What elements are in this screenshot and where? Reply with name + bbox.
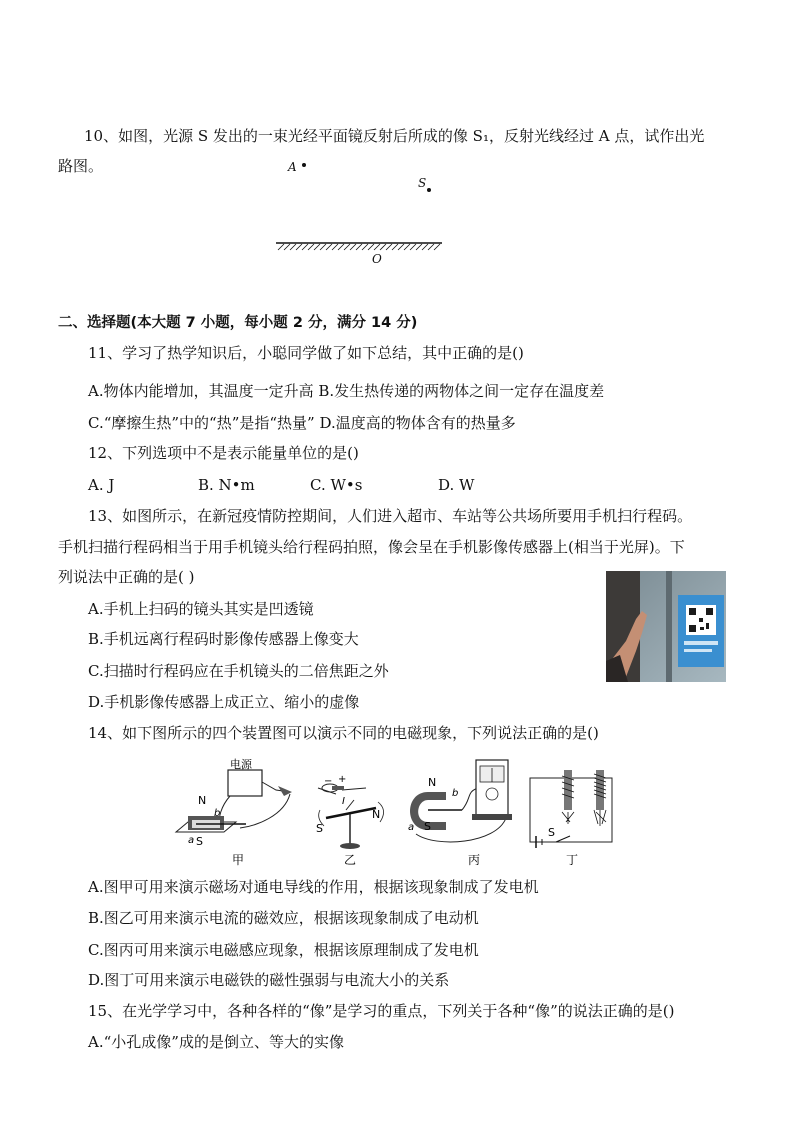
ding-caption: 丁 bbox=[566, 853, 579, 867]
yi-s-label: S bbox=[316, 822, 323, 835]
bing-caption: 丙 bbox=[468, 853, 481, 867]
yi-caption: 乙 bbox=[344, 853, 357, 867]
section-heading: 二、选择题(本大题 7 小题，每小题 2 分，满分 14 分) bbox=[58, 315, 418, 331]
bing-n-label: N bbox=[428, 776, 437, 789]
plane-mirror bbox=[270, 240, 450, 254]
power-supply-box bbox=[228, 770, 262, 796]
q15-option-a: A.“小孔成像”成的是倒立、等大的实像 bbox=[88, 1033, 344, 1051]
q13-stem-line1: 13、如图所示，在新冠疫情防控期间，人们进入超市、车站等公共场所要用手机扫行程码。 bbox=[88, 507, 693, 525]
q13-qr-scan-photo bbox=[606, 571, 726, 682]
q13-option-a: A.手机上扫码的镜头其实是凹透镜 bbox=[88, 600, 314, 618]
q14-apparatus-figure bbox=[166, 752, 630, 868]
q15-stem: 15、在光学学习中，各种各样的“像”是学习的重点，下列关于各种“像”的说法正确的是() bbox=[88, 1002, 675, 1020]
bing-b-label: b bbox=[452, 788, 459, 799]
q10-stem-line2: 路图。 bbox=[58, 157, 104, 175]
point-s-dot bbox=[427, 188, 431, 192]
q12-option-c: C. W•s bbox=[310, 476, 363, 494]
apparatus-bing bbox=[408, 760, 512, 867]
jia-b-label: b bbox=[214, 808, 221, 819]
q14-option-a: A.图甲可用来演示磁场对通电导线的作用，根据该现象制成了发电机 bbox=[88, 878, 539, 896]
q14-stem: 14、如下图所示的四个装置图可以演示不同的电磁现象，下列说法正确的是() bbox=[88, 724, 599, 742]
q12-stem: 12、下列选项中不是表示能量单位的是() bbox=[88, 444, 359, 462]
q13-option-d: D.手机影像传感器上成正立、缩小的虚像 bbox=[88, 693, 360, 711]
yi-n-label: N bbox=[372, 808, 381, 821]
q13-option-b: B.手机远离行程码时影像传感器上像变大 bbox=[88, 630, 359, 648]
jia-caption: 甲 bbox=[232, 853, 245, 867]
apparatus-jia bbox=[176, 757, 292, 867]
point-a-dot bbox=[302, 163, 306, 167]
yi-plus-label: + bbox=[338, 774, 347, 785]
q13-option-c: C.扫描时行程码应在手机镜头的二倍焦距之外 bbox=[88, 662, 389, 680]
q12-option-a: A. J bbox=[88, 476, 115, 494]
bing-a-label: a bbox=[408, 822, 415, 833]
point-o-label: O bbox=[372, 252, 382, 266]
apparatus-ding bbox=[530, 770, 612, 867]
q11-options-line1: A.物体内能增加，其温度一定升高 B.发生热传递的两物体之间一定存在温度差 bbox=[88, 382, 605, 400]
q12-option-b: B. N•m bbox=[198, 476, 255, 494]
q11-options-line2: C.“摩擦生热”中的“热”是指“热量” D.温度高的物体含有的热量多 bbox=[88, 414, 516, 432]
q11-stem: 11、学习了热学知识后，小聪同学做了如下总结，其中正确的是() bbox=[88, 344, 524, 362]
q14-option-d: D.图丁可用来演示电磁铁的磁性强弱与电流大小的关系 bbox=[88, 971, 450, 989]
compass-needle bbox=[326, 808, 376, 818]
jia-n-label: N bbox=[198, 794, 207, 807]
q14-option-c: C.图丙可用来演示电磁感应现象，根据该原理制成了发电机 bbox=[88, 941, 479, 959]
point-s-label: S bbox=[418, 176, 427, 190]
q10-stem-line1: 10、如图，光源 S 发出的一束光经平面镜反射后所成的像 S₁，反射光线经过 A 点，试作出光 bbox=[84, 127, 705, 145]
jia-power-label: 电源 bbox=[230, 758, 252, 771]
q12-option-d: D. W bbox=[438, 476, 475, 494]
yi-current-label: I bbox=[342, 796, 345, 807]
q14-option-b: B.图乙可用来演示电流的磁效应，根据该现象制成了电动机 bbox=[88, 909, 479, 927]
jia-s-label: S bbox=[196, 835, 203, 848]
q13-stem-line2: 手机扫描行程码相当于用手机镜头给行程码拍照，像会呈在手机影像传感器上(相当于光屏)。下 bbox=[58, 538, 685, 556]
apparatus-yi bbox=[316, 774, 384, 867]
jia-a-label: a bbox=[188, 835, 195, 846]
yi-minus-label: − bbox=[324, 776, 333, 787]
point-a-label: A bbox=[288, 160, 297, 174]
ding-s-label: S bbox=[548, 826, 555, 839]
bing-s-label: S bbox=[424, 820, 431, 833]
q13-stem-line3: 列说法中正确的是( ) bbox=[58, 568, 195, 586]
